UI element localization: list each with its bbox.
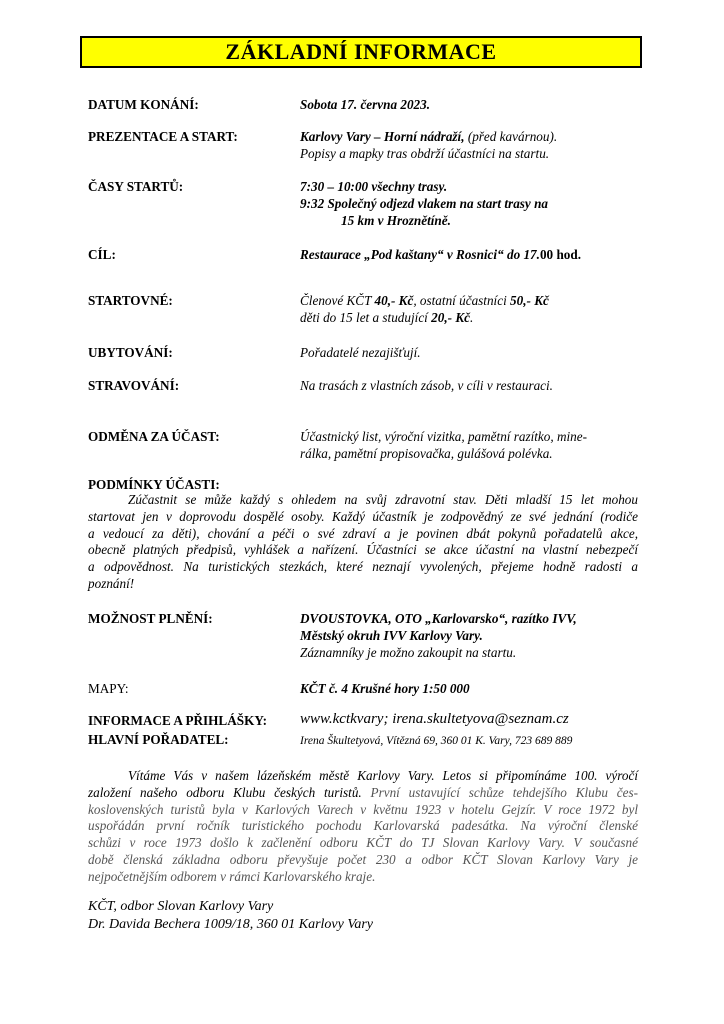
startovne-others-price: 50,- Kč [510,293,549,308]
odmena-label: ODMĚNA ZA ÚČAST: [88,429,220,444]
podminky-line: a vedoucí za děti), chování a péči o své zdraví a je povinen dbát pokynů pořadatelů akce, [88,525,638,541]
moznost-label: MOŽNOST PLNĚNÍ: [88,611,213,626]
podminky-line: startovat jen v doprovodu dospělé osoby. Každý účastník je zodpovědný ze své jednání (rodiče [88,508,638,524]
vitame-line: nejpočetnějším odborem v rámci Karlovarského kraje. [88,868,376,884]
startovne-label: STARTOVNÉ: [88,293,173,308]
startovne-children-price: 20,- Kč [431,310,470,325]
odmena-value [300,428,587,462]
vitame-line: uspořádán první ročník turistického pochodu Karlovarská padesátka. Na výroční členské [88,818,638,834]
casy-label: ČASY STARTŮ: [88,179,184,194]
datum-value: Sobota 17. června 2023. [300,97,431,112]
informace-value[interactable]: www.kctkvary; irena.skultetyova@seznam.cz [300,711,569,727]
prezentace-line2: Popisy a mapky tras obdrží účastníci na startu. [300,146,550,161]
footer-signature [88,898,373,934]
podminky-line: a odpovědnost. Na turistických stezkách, které neznají vyvolených, přejeme hodně radosti a [88,559,638,575]
vitame-line [88,768,638,785]
datum-label: DATUM KONÁNÍ: [88,97,199,112]
prezentace-label: PREZENTACE A START: [88,129,238,144]
podminky-line: Zúčastnit se může každý s ohledem na svůj zdravotní stav. Děti mladší 15 let mohou [128,492,638,507]
ubytovani-value: Pořadatelé nezajišťují. [300,345,421,360]
vitame-line: době členská základna odboru převyšuje počet 230 a odbor KČT Slovan Karlovy Vary je [88,851,638,867]
moznost-line2: Městský okruh IVV Karlovy Vary. [300,628,483,643]
casy-line1: 7:30 – 10:00 všechny trasy. [300,179,448,194]
podminky-label: PODMÍNKY ÚČASTI: [88,477,220,492]
informace-label: INFORMACE A PŘIHLÁŠKY: [88,713,268,728]
mapy-label [88,680,129,697]
vitame-line-main: založení našeho odboru Klubu českých turistů. [88,784,362,800]
casy-value [300,178,548,229]
title-banner [80,36,642,68]
footer-address: Dr. Davida Bechera 1009/18, 360 01 Karlovy Vary [88,917,374,932]
footer-org: KČT, odbor Slovan Karlovy Vary [88,899,274,914]
podminky-text [88,492,638,593]
mapy-value: KČT č. 4 Krušné hory 1:50 000 [300,681,470,696]
vitame-text [88,768,638,886]
cil-label: CÍL: [88,247,116,262]
stravovani-label: STRAVOVÁNÍ: [88,378,180,393]
vitame-line-history: První ustavující schůze tehdejšího Klubu čes- [361,784,638,800]
moznost-line3: Záznamníky je možno zakoupit na startu. [300,645,517,660]
poradatel-value: Irena Škultetyová, Vítězná 69, 360 01 K. Vary, 723 689 889 [300,735,573,747]
cil-text: Restaurace „Pod kaštany“ v Rosnici“ do 17. [300,247,540,262]
startovne-children: děti do 15 let a studující [300,310,432,325]
page-title: ZÁKLADNÍ INFORMACE [225,39,497,64]
cil-value [300,246,581,263]
moznost-line1: DVOUSTOVKA, OTO „Karlovarsko“, razítko IVV, [300,611,577,626]
vitame-line-main: Vítáme Vás v našem lázeňském městě Karlovy Vary. Letos si připomínáme 100. výročí [128,768,638,783]
mapy-label-text: MAPY: [88,681,129,696]
podminky-line: obecně platných předpisů, vyhlášek a nařízení. Účastníci se akce účastní na vlastní nebezpečí [88,542,638,558]
podminky-line: poznání! [88,575,135,591]
odmena-line2: rálka, pamětní propisovačka, gulášová polévka. [300,446,553,461]
casy-line2: 9:32 Společný odjezd vlakem na start trasy na [300,196,548,211]
casy-line3: 15 km v Hroznětíně. [341,213,451,228]
startovne-members-price: 40,- Kč [374,293,414,308]
vitame-line [88,785,638,802]
startovne-value [300,292,549,326]
vitame-line: schůzi v roce 1973 došlo k začlenění odboru KČT do TJ Slovan Karlovy Vary. V současné [88,835,638,851]
startovne-period: . [469,310,474,325]
moznost-value [300,610,577,661]
vitame-line: koslovenských turistů byla v Karlových Varech v květnu 1923 v hotelu Gejzír. V roce 1972 byl [88,801,638,817]
poradatel-label: HLAVNÍ POŘADATEL: [88,732,229,747]
prezentace-place: Karlovy Vary – Horní nádraží, [300,129,465,144]
startovne-members: Členové KČT [300,293,375,308]
startovne-others: , ostatní účastníci [413,293,511,308]
stravovani-value: Na trasách z vlastních zásob, v cíli v restauraci. [300,378,553,393]
prezentace-place-note: (před kavárnou). [464,129,558,144]
cil-time: 00 hod. [539,247,581,262]
ubytovani-label: UBYTOVÁNÍ: [88,345,173,360]
prezentace-value [300,128,557,162]
odmena-line1: Účastnický list, výroční vizitka, pamětní razítko, mine- [300,429,588,444]
